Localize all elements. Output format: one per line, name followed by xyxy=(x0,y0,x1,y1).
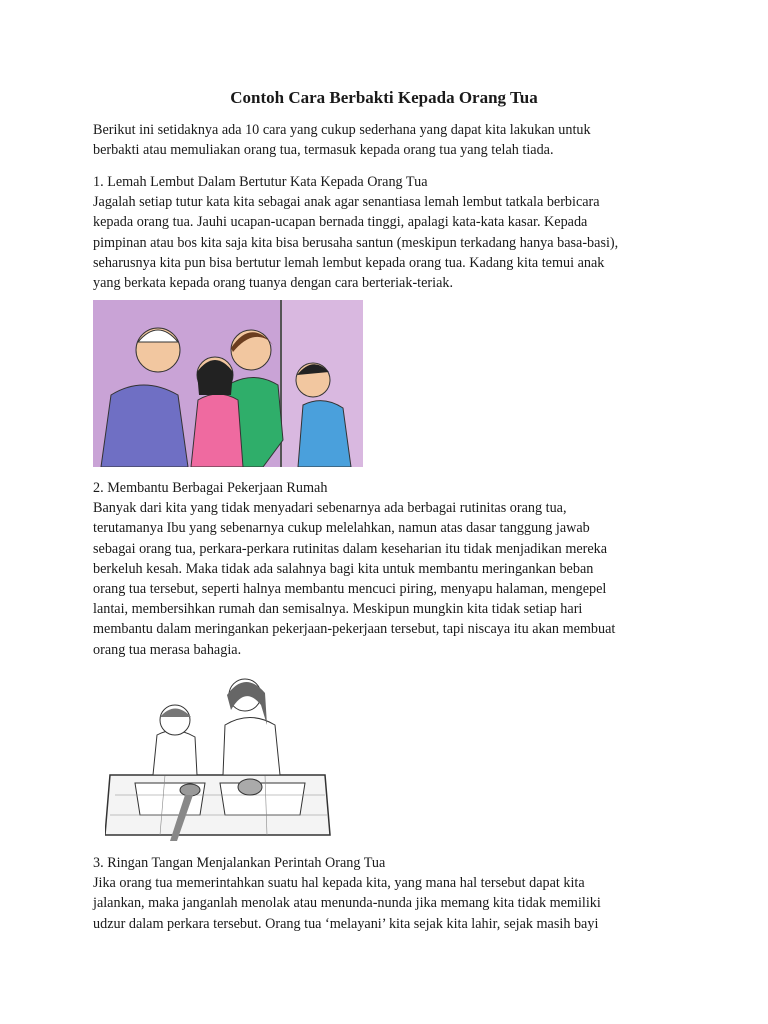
text-line: kepada orang tua. Jauhi ucapan-ucapan bernada tinggi, apalagi kata-kata kasar. Kepada xyxy=(93,214,588,231)
text-line: terutamanya Ibu yang sebenarnya cukup melelahkan, namun atas dasar tanggung jawab xyxy=(93,520,590,537)
text-line: seharusnya kita pun bisa bertutur lemah lembut kepada orang tua. Kadang kita temui anak xyxy=(93,254,605,271)
text-line: Jagalah setiap tutur kata kita sebagai anak agar senantiasa lemah lembut tatkala berbicara xyxy=(93,194,600,211)
section-heading: 1. Lemah Lembut Dalam Bertutur Kata Kepada Orang Tua xyxy=(93,174,428,190)
text-line: membantu dalam meringankan pekerjaan-pekerjaan tersebut, tapi niscaya itu akan membuat xyxy=(93,621,616,638)
text-line: sebagai orang tua, perkara-perkara rutinitas dalam keseharian itu tidak menjadikan mereka xyxy=(93,540,608,557)
section-1 xyxy=(93,172,693,293)
text-line: lantai, membersihkan rumah dan semisalnya. Meskipun mungkin kita tidak setiap hari xyxy=(93,601,583,618)
section-heading: 2. Membantu Berbagai Pekerjaan Rumah xyxy=(93,480,328,496)
text-line: Berikut ini setidaknya ada 10 cara yang cukup sederhana yang dapat kita lakukan untuk xyxy=(93,122,591,138)
text-line: berbakti atau memuliakan orang tua, termasuk kepada orang tua yang telah tiada. xyxy=(93,142,554,159)
washing-dishes-illustration xyxy=(105,665,335,841)
document-title: Contoh Cara Berbakti Kepada Orang Tua xyxy=(230,88,538,107)
text-line: berkeluh kesah. Maka tidak ada salahnya bagi kita untuk membantu meringankan beban xyxy=(93,560,594,577)
section-heading: 3. Ringan Tangan Menjalankan Perintah Orang Tua xyxy=(93,855,386,871)
text-line: udzur dalam perkara tersebut. Orang tua ‘melayani’ kita sejak kita lahir, sejak masih bayi xyxy=(93,915,599,932)
text-line: Banyak dari kita yang tidak menyadari sebenarnya ada berbagai rutinitas orang tua, xyxy=(93,500,567,517)
text-line: orang tua merasa bahagia. xyxy=(93,641,242,658)
text-line: yang berkata kepada orang tuanya dengan cara berteriak-teriak. xyxy=(93,275,454,292)
section-3 xyxy=(93,853,693,934)
section-2 xyxy=(93,478,693,660)
family-greeting-illustration xyxy=(93,300,363,467)
text-line: Jika orang tua memerintahkan suatu hal kepada kita, yang mana hal tersebut dapat kita xyxy=(93,875,585,892)
intro-paragraph xyxy=(93,120,693,160)
text-line: orang tua tersebut, seperti halnya membantu mencuci piring, menyapu halaman, mengepel xyxy=(93,581,607,598)
text-line: pimpinan atau bos kita saja kita bisa berusaha santun (meskipun terkadang hanya basa-basi), xyxy=(93,234,619,251)
text-line: jalankan, maka janganlah menolak atau menunda-nunda jika memang kita tidak memiliki xyxy=(93,895,601,912)
